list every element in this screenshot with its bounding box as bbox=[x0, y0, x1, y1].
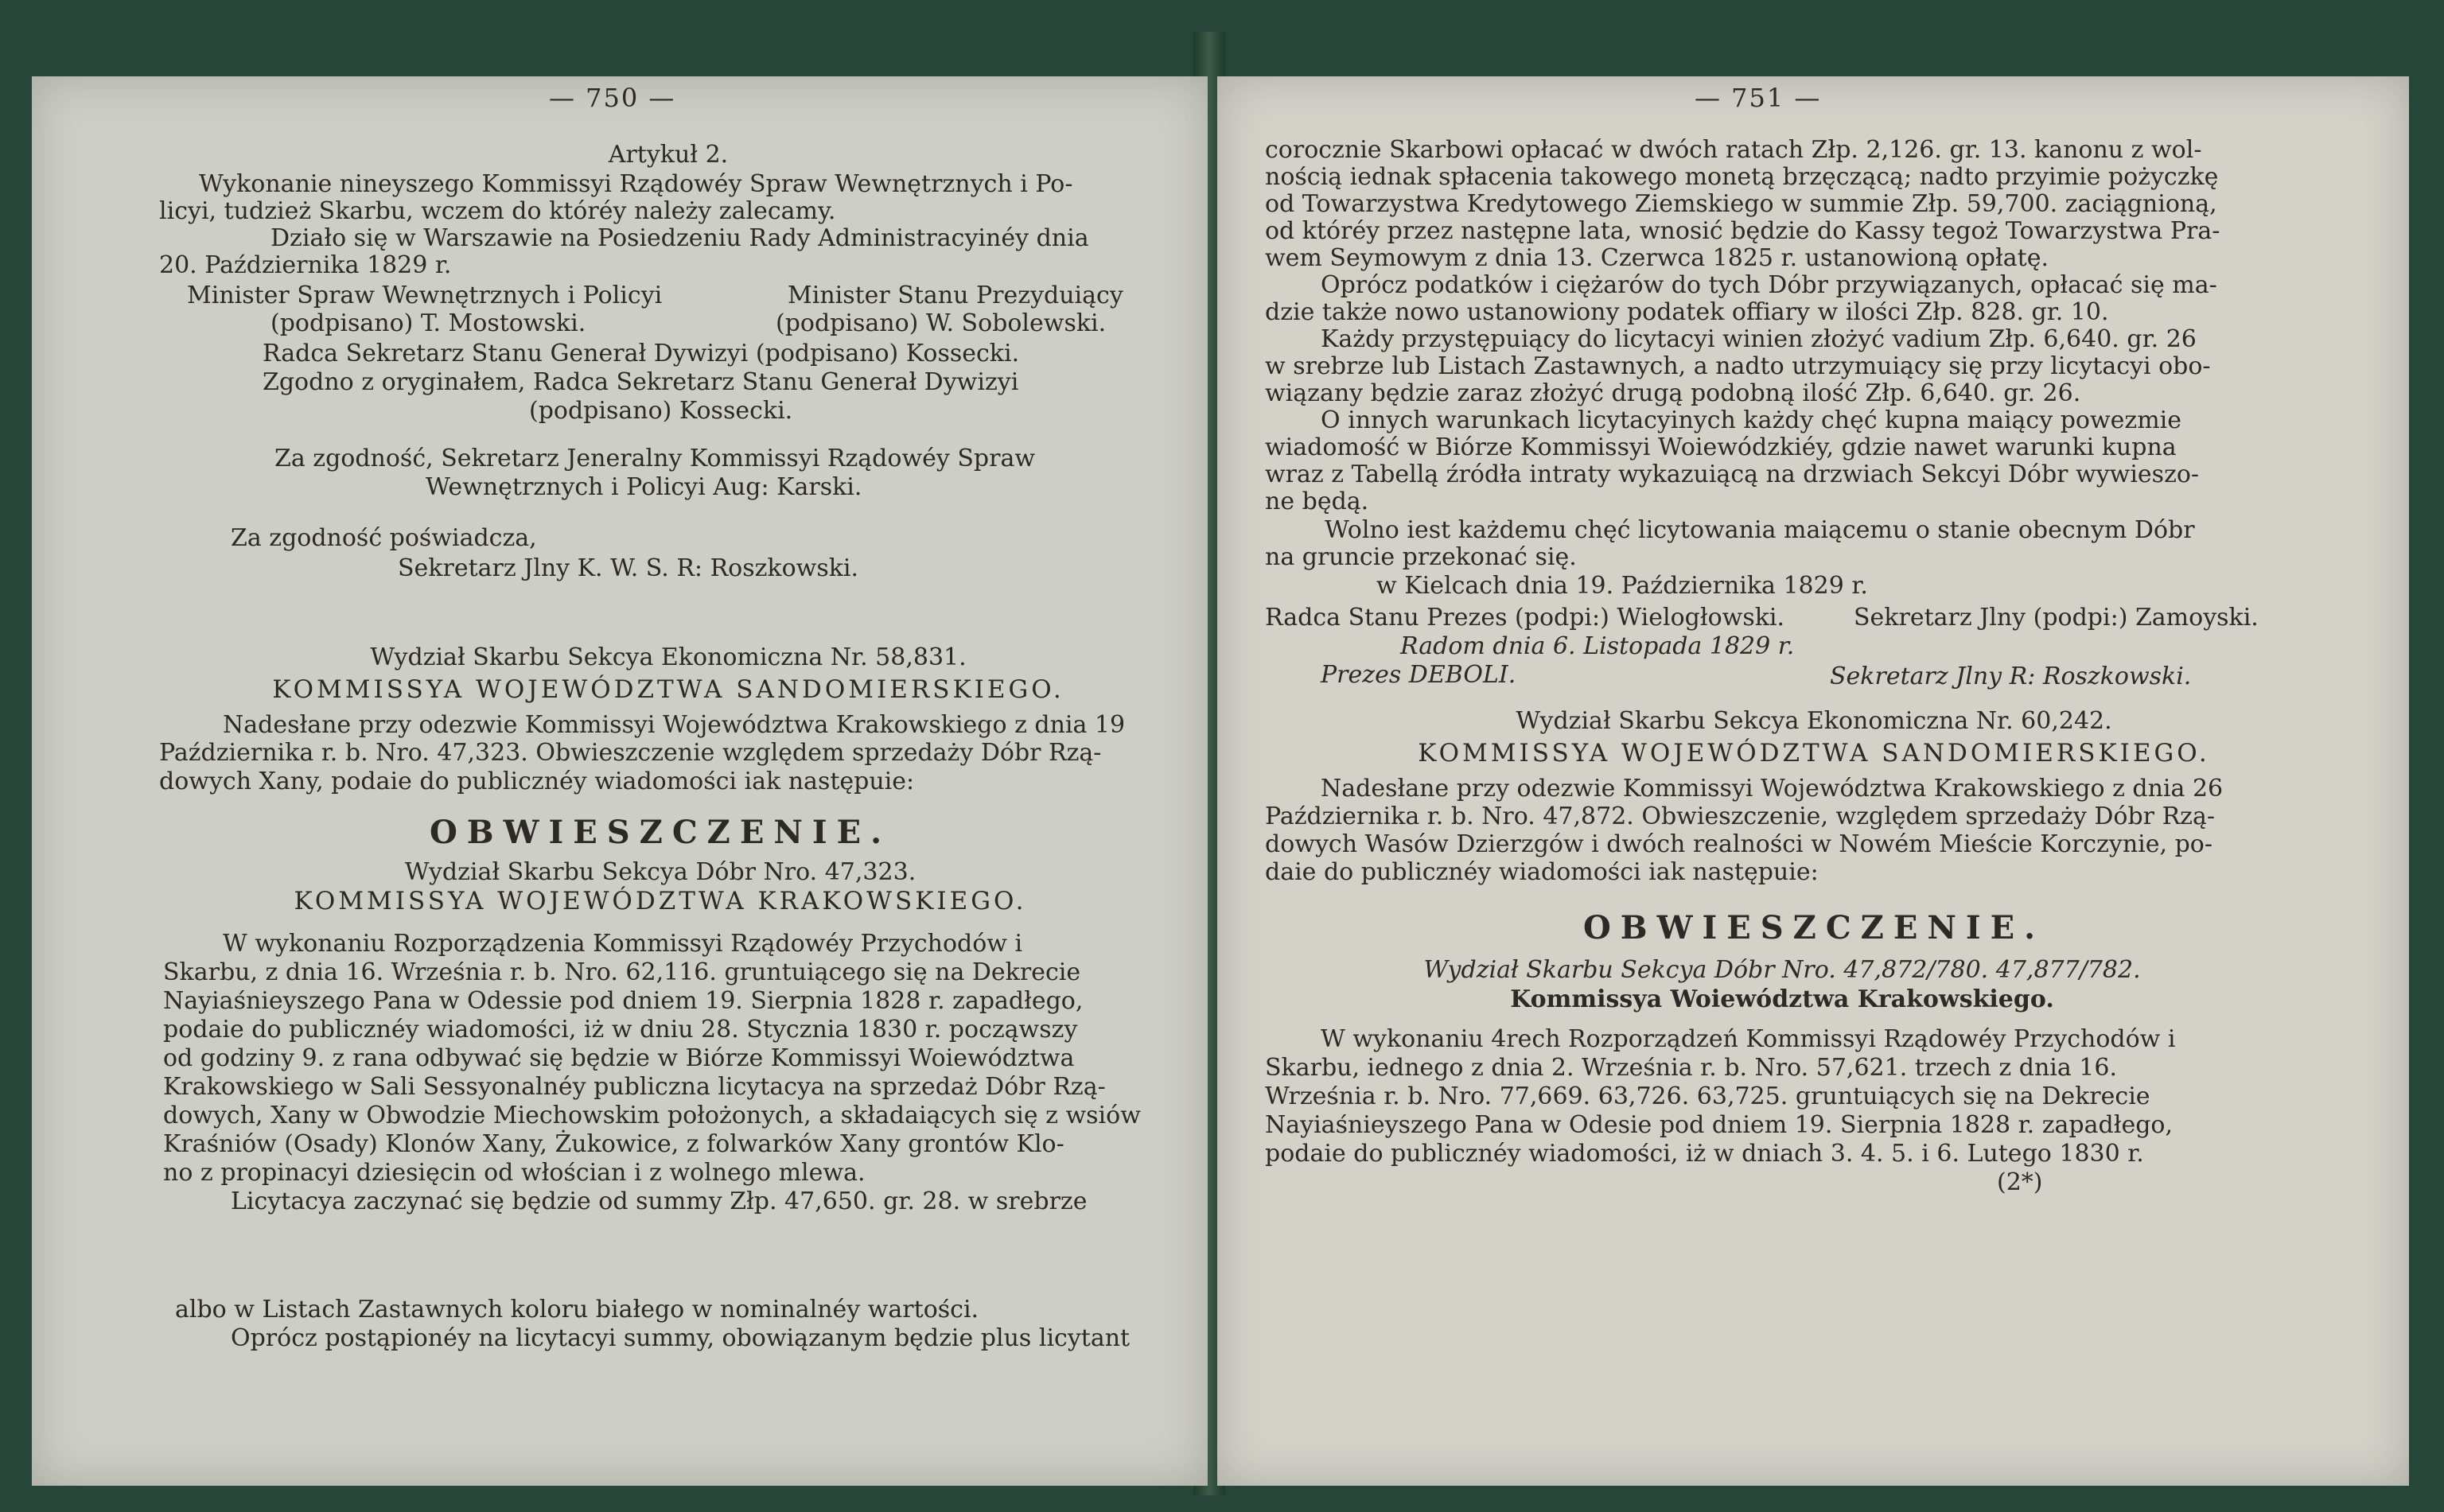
text-line: wem Seymowym z dnia 13. Czerwca 1825 r. ustanowioną opłatę. bbox=[1265, 244, 2049, 272]
text-line: Działo się w Warszawie na Posiedzeniu Rady Administracyinéy dnia bbox=[270, 224, 1089, 252]
text-line: Września r. b. Nro. 77,669. 63,726. 63,725. gruntuiących się na Dekrecie bbox=[1265, 1082, 2150, 1110]
text-line: dowych Xany, podaie do publicznéy wiadomości iak następuie: bbox=[159, 768, 915, 795]
signature-line: (podpisano) W. Sobolewski. bbox=[776, 309, 1107, 337]
commission-heading: KOMMISSYA WOJEWÓDZTWA SANDOMIERSKIEGO. bbox=[272, 675, 1064, 704]
text-line: Października r. b. Nro. 47,872. Obwieszczenie, względem sprzedaży Dóbr Rzą- bbox=[1265, 803, 2215, 830]
text-line: Skarbu, z dnia 16. Września r. b. Nro. 62,116. gruntuiącego się na Dekrecie bbox=[163, 958, 1081, 986]
text-line: Nadesłane przy odezwie Kommissyi Województwa Krakowskiego z dnia 26 bbox=[1321, 775, 2224, 803]
signature-line: Sekretarz Jlny (podpi:) Zamoyski. bbox=[1854, 604, 2259, 632]
text-line: Kraśniów (Osady) Klonów Xany, Żukowice, z folwarków Xany grontów Klo- bbox=[163, 1130, 1064, 1158]
announcement-title: OBWIESZCZENIE. bbox=[429, 814, 892, 851]
text-line: no z propinacyi dziesięcin od włościan i z wolnego mlewa. bbox=[163, 1159, 866, 1187]
text-line: od godziny 9. z rana odbywać się będzie w Biórze Kommissyi Woiewództwa bbox=[163, 1044, 1075, 1072]
text-line: na gruncie przekonać się. bbox=[1265, 543, 1577, 571]
signature-mark: (2*) bbox=[1997, 1168, 2043, 1196]
text-line: W wykonaniu 4rech Rozporządzeń Kommissyi Rządowéy Przychodów i bbox=[1321, 1025, 2176, 1053]
commission-heading: KOMMISSYA WOJEWÓDZTWA KRAKOWSKIEGO. bbox=[294, 887, 1027, 915]
announcement-title: OBWIESZCZENIE. bbox=[1582, 909, 2045, 946]
text-line: od Towarzystwa Kredytowego Ziemskiego w summie Złp. 59,700. zaciągnioną, bbox=[1265, 190, 2217, 218]
text-line: podaie do publicznéy wiadomości, iż w dniach 3. 4. 5. i 6. Lutego 1830 r. bbox=[1265, 1140, 2144, 1168]
page-number-left: — 750 — bbox=[549, 83, 676, 113]
signature-line: Wewnętrznych i Policyi Aug: Karski. bbox=[426, 473, 862, 501]
text-line: nością iednak spłacenia takowego monetą brzęczącą; nadto przyimie pożyczkę bbox=[1265, 163, 2219, 191]
text-line: dzie także nowo ustanowiony podatek offiary w ilości Złp. 828. gr. 10. bbox=[1265, 298, 2109, 326]
text-line: licyi, tudzież Skarbu, wczem do któréy należy zalecamy. bbox=[159, 197, 836, 225]
text-line: w Kielcach dnia 19. Października 1829 r. bbox=[1376, 572, 1868, 600]
text-line: albo w Listach Zastawnych koloru białego w nominalnéy wartości. bbox=[175, 1296, 979, 1323]
signature-line: Sekretarz Jlny R: Roszkowski. bbox=[1830, 663, 2192, 690]
section-heading: Wydział Skarbu Sekcya Ekonomiczna Nr. 58,831. bbox=[370, 643, 967, 671]
text-line: Oprócz postąpionéy na licytacyi summy, obowiązanym będzie plus licytant bbox=[231, 1324, 1131, 1352]
text-line: 20. Października 1829 r. bbox=[159, 251, 452, 279]
text-line: od któréy przez następne lata, wnosić będzie do Kassy tegoż Towarzystwa Pra- bbox=[1265, 217, 2220, 245]
text-line: Wolno iest każdemu chęć licytowania maiącemu o stanie obecnym Dóbr bbox=[1325, 516, 2195, 544]
commission-heading: Kommissya Woiewództwa Krakowskiego. bbox=[1510, 985, 2054, 1013]
article-header: Artykuł 2. bbox=[608, 141, 729, 169]
text-line: Oprócz podatków i ciężarów do tych Dóbr przywiązanych, opłacać się ma- bbox=[1321, 271, 2217, 299]
section-heading: Wydział Skarbu Sekcya Dóbr Nro. 47,872/780. 47,877/782. bbox=[1423, 956, 2141, 984]
commission-heading: KOMMISSYA WOJEWÓDZTWA SANDOMIERSKIEGO. bbox=[1418, 739, 2210, 768]
signature-line: Minister Spraw Wewnętrznych i Policyi bbox=[187, 282, 663, 309]
signature-line: Za zgodność, Sekretarz Jeneralny Kommissyi Rządowéy Spraw bbox=[274, 445, 1036, 472]
signature-line: (podpisano) T. Mostowski. bbox=[270, 309, 586, 337]
text-line: daie do publicznéy wiadomości iak następuie: bbox=[1265, 858, 1819, 886]
text-line: Nayiaśnieyszego Pana w Odessie pod dniem 19. Sierpnia 1828 r. zapadłego, bbox=[163, 987, 1084, 1015]
text-line: W wykonaniu Rozporządzenia Kommissyi Rządowéy Przychodów i bbox=[223, 930, 1023, 958]
section-heading: Wydział Skarbu Sekcya Dóbr Nro. 47,323. bbox=[404, 858, 916, 886]
text-line: Każdy przystępuiący do licytacyi winien złożyć vadium Złp. 6,640. gr. 26 bbox=[1321, 325, 2197, 353]
text-line: Nadesłane przy odezwie Kommissyi Województwa Krakowskiego z dnia 19 bbox=[223, 711, 1126, 739]
text-line: Skarbu, iednego z dnia 2. Września r. b. Nro. 57,621. trzech z dnia 16. bbox=[1265, 1054, 2117, 1082]
signature-line: (podpisano) Kossecki. bbox=[529, 397, 793, 425]
text-line: podaie do publicznéy wiadomości, iż w dniu 28. Stycznia 1830 r. począwszy bbox=[163, 1016, 1078, 1044]
page-number-right: — 751 — bbox=[1695, 83, 1822, 113]
text-line: dowych, Xany w Obwodzie Miechowskim położonych, a składaiących się z wsiów bbox=[163, 1102, 1141, 1129]
signature-line: Za zgodność poświadcza, bbox=[231, 524, 537, 552]
signature-line: Sekretarz Jlny K. W. S. R: Roszkowski. bbox=[398, 554, 859, 582]
section-heading: Wydział Skarbu Sekcya Ekonomiczna Nr. 60,242. bbox=[1516, 707, 2112, 735]
text-line: Krakowskiego w Sali Sessyonalnéy publiczna licytacya na sprzedaż Dóbr Rzą- bbox=[163, 1073, 1106, 1101]
text-line: wraz z Tabellą źródła intraty wykazuiącą na drzwiach Sekcyi Dóbr wywieszo- bbox=[1265, 461, 2200, 488]
signature-line: Radca Sekretarz Stanu Generał Dywizyi (podpisano) Kossecki. bbox=[263, 340, 1020, 367]
text-line: corocznie Skarbowi opłacać w dwóch ratach Złp. 2,126. gr. 13. kanonu z wol- bbox=[1265, 136, 2202, 164]
text-line: wiadomość w Biórze Kommissyi Woiewódzkiéy, gdzie nawet warunki kupna bbox=[1265, 433, 2177, 461]
text-line: ne będą. bbox=[1265, 488, 1369, 515]
signature-line: Minister Stanu Prezyduiący bbox=[788, 282, 1123, 309]
text-line: w srebrze lub Listach Zastawnych, a nadto utrzymuiący się przy licytacyi obo- bbox=[1265, 352, 2211, 380]
text-line: Nayiaśnieyszego Pana w Odesie pod dniem 19. Sierpnia 1828 r. zapadłego, bbox=[1265, 1111, 2174, 1139]
signature-line: Radca Stanu Prezes (podpi:) Wielogłowski. bbox=[1265, 604, 1785, 632]
signature-line: Prezes DEBOLI. bbox=[1321, 661, 1516, 689]
text-line: Października r. b. Nro. 47,323. Obwieszczenie względem sprzedaży Dóbr Rzą- bbox=[159, 739, 1102, 767]
text-line: Licytacya zaczynać się będzie od summy Złp. 47,650. gr. 28. w srebrze bbox=[231, 1187, 1088, 1215]
text-line: dowych Wasów Dzierzgów i dwóch realności w Nowém Mieście Korczynie, po- bbox=[1265, 830, 2212, 858]
text-line: Wykonanie nineyszego Kommissyi Rządowéy Spraw Wewnętrznych i Po- bbox=[199, 170, 1073, 198]
text-line: wiązany będzie zaraz złożyć drugą podobną ilość Złp. 6,640. gr. 26. bbox=[1265, 379, 2081, 407]
text-line: O innych warunkach licytacyinych każdy chęć kupna maiący powezmie bbox=[1321, 406, 2182, 434]
signature-line: Zgodno z oryginałem, Radca Sekretarz Stanu Generał Dywizyi bbox=[263, 368, 1019, 396]
signature-line: Radom dnia 6. Listopada 1829 r. bbox=[1400, 632, 1795, 660]
